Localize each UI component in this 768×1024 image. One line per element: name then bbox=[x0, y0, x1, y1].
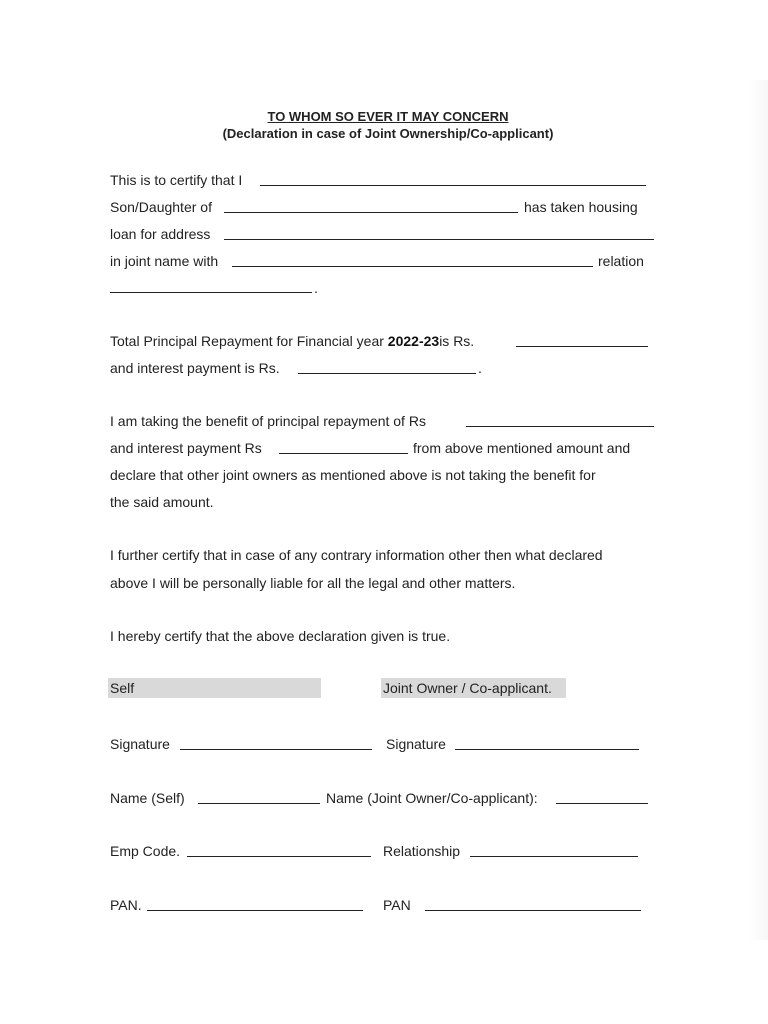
benefit-text: I am taking the benefit of principal repayment of Rs bbox=[110, 413, 426, 429]
signature-self-label: Signature bbox=[110, 736, 170, 752]
relation-text: relation bbox=[598, 253, 644, 269]
interest-text: and interest payment is Rs. bbox=[110, 360, 280, 376]
certify-text: This is to certify that I bbox=[110, 172, 243, 188]
principal-amount-blank[interactable] bbox=[516, 346, 648, 347]
hereby-certify-text: I hereby certify that the above declaration given is true. bbox=[110, 628, 451, 644]
principal-label: Total Principal Repayment for Financial year bbox=[110, 333, 384, 349]
rs-label: is Rs. bbox=[439, 333, 475, 349]
relation-period: . bbox=[314, 280, 318, 296]
further-certify-text: I further certify that in case of any contrary information other then what declared bbox=[110, 547, 603, 563]
signature-joint-label: Signature bbox=[386, 736, 446, 752]
joint-name-text: in joint name with bbox=[110, 253, 219, 269]
emp-code-blank[interactable] bbox=[187, 856, 371, 857]
scan-edge bbox=[748, 80, 768, 940]
document-subtitle: (Declaration in case of Joint Ownership/Co-applicant) bbox=[222, 126, 554, 141]
self-header-shade bbox=[108, 678, 321, 698]
address-blank[interactable] bbox=[224, 239, 654, 240]
name-joint-label: Name (Joint Owner/Co-applicant): bbox=[326, 790, 538, 806]
interest-period: . bbox=[478, 360, 482, 376]
principal-text bbox=[110, 333, 474, 349]
emp-code-label: Emp Code. bbox=[110, 843, 181, 859]
benefit-interest-blank[interactable] bbox=[279, 453, 408, 454]
mentioned-amount-text: from above mentioned amount and bbox=[413, 440, 631, 456]
housing-text: has taken housing bbox=[524, 199, 638, 215]
financial-year: 2022-23 bbox=[387, 333, 440, 349]
relationship-blank[interactable] bbox=[470, 856, 638, 857]
name-blank[interactable] bbox=[260, 185, 646, 186]
pan-joint-label: PAN bbox=[383, 897, 411, 913]
self-header: Self bbox=[110, 680, 135, 696]
joint-header: Joint Owner / Co-applicant. bbox=[383, 680, 552, 696]
signature-self-blank[interactable] bbox=[180, 749, 372, 750]
loan-address-text: loan for address bbox=[110, 226, 211, 242]
relationship-label: Relationship bbox=[383, 843, 461, 859]
interest-payment-text: and interest payment Rs bbox=[110, 440, 262, 456]
name-joint-blank[interactable] bbox=[556, 803, 648, 804]
name-self-label: Name (Self) bbox=[110, 790, 185, 806]
parent-name-blank[interactable] bbox=[224, 212, 518, 213]
interest-amount-blank[interactable] bbox=[298, 373, 476, 374]
declare-text: declare that other joint owners as mentioned above is not taking the benefit for bbox=[110, 467, 596, 483]
document-title: TO WHOM SO EVER IT MAY CONCERN bbox=[267, 109, 509, 124]
liability-text: above I will be personally liable for all the legal and other matters. bbox=[110, 575, 516, 591]
pan-self-blank[interactable] bbox=[147, 910, 363, 911]
son-daughter-text: Son/Daughter of bbox=[110, 199, 212, 215]
signature-joint-blank[interactable] bbox=[455, 749, 639, 750]
pan-joint-blank[interactable] bbox=[425, 910, 641, 911]
said-amount-text: the said amount. bbox=[110, 494, 214, 510]
benefit-principal-blank[interactable] bbox=[466, 426, 654, 427]
pan-self-label: PAN. bbox=[110, 897, 142, 913]
joint-name-blank[interactable] bbox=[232, 266, 593, 267]
name-self-blank[interactable] bbox=[198, 803, 320, 804]
relation-blank[interactable] bbox=[110, 292, 312, 293]
